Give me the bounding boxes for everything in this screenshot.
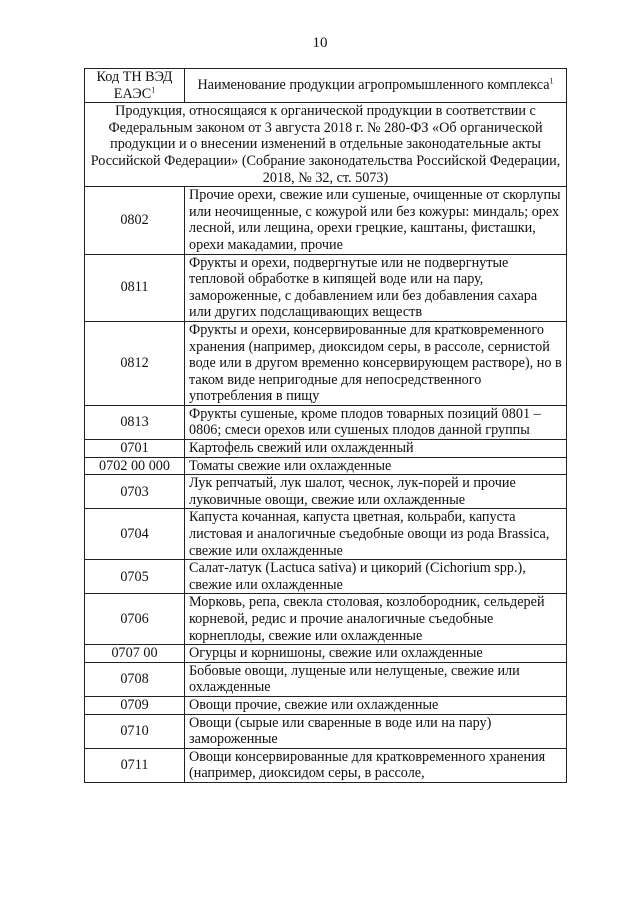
row-name: Огурцы и корнишоны, свежие или охлажденные [185, 645, 567, 663]
row-code: 0802 [85, 187, 185, 254]
header-name-cell [185, 69, 567, 103]
table-row [85, 696, 567, 714]
row-name: Овощи (сырые или сваренные в воде или на пару) замороженные [185, 714, 567, 748]
table-row [85, 509, 567, 560]
section-title: Продукция, относящаяся к органической продукции в соответствии с Федеральным законом от 3 августа 2018 г. № 280-ФЗ «Об органической продукции и о внесении изменений в отдельные законодательные акты Российской Федерации» (Собрание законодательства Российской Федерации, 2018, № 32, ст. 5073) [85, 103, 567, 187]
row-code: 0706 [85, 594, 185, 645]
header-code-label: Код ТН ВЭД ЕАЭС [96, 69, 173, 102]
row-name: Фрукты и орехи, подвергнутые или не подвергнутые тепловой обработке в кипящей воде или на пару, замороженные, с добавлением или без добавления сахара или других подслащивающих веществ [185, 254, 567, 321]
row-name: Фрукты и орехи, консервированные для кратковременного хранения (например, диоксидом серы, в рассоле, сернистой воде или в другом временно консервирующем растворе), но в таком виде непригодные для непосредственного употребления в пищу [185, 321, 567, 405]
table-row [85, 662, 567, 696]
row-name: Прочие орехи, свежие или сушеные, очищенные от скорлупы или неочищенные, с кожурой или без кожуры: миндаль; орех лесной, или лещина, орехи грецкие, каштаны, фисташки, орехи макадамии, прочие [185, 187, 567, 254]
row-name: Морковь, репа, свекла столовая, козлобородник, сельдерей корневой, редис и прочие аналогичные съедобные корнеплоды, свежие или охлажденные [185, 594, 567, 645]
row-code: 0812 [85, 321, 185, 405]
section-row [85, 103, 567, 187]
row-code: 0703 [85, 475, 185, 509]
page-number: 10 [312, 35, 328, 51]
header-name-footnote: 1 [549, 76, 554, 86]
header-name-label: Наименование продукции агропромышленного комплекса [197, 77, 550, 94]
row-name: Капуста кочанная, капуста цветная, кольраби, капуста листовая и аналогичные съедобные овощи из рода Brassica, свежие или охлажденные [185, 509, 567, 560]
row-code: 0704 [85, 509, 185, 560]
row-code: 0811 [85, 254, 185, 321]
table-row [85, 714, 567, 748]
row-code: 0813 [85, 405, 185, 439]
row-name: Картофель свежий или охлажденный [185, 440, 567, 458]
row-code: 0702 00 000 [85, 457, 185, 475]
row-name: Овощи консервированные для кратковременного хранения (например, диоксидом серы, в рассоле, [185, 748, 567, 782]
table-row [85, 594, 567, 645]
row-code: 0710 [85, 714, 185, 748]
row-name: Салат-латук (Lactuca sativa) и цикорий (Cichorium spp.), свежие или охлажденные [185, 560, 567, 594]
row-name: Овощи прочие, свежие или охлажденные [185, 696, 567, 714]
table-row [85, 457, 567, 475]
row-code: 0709 [85, 696, 185, 714]
table-row [85, 560, 567, 594]
row-name: Лук репчатый, лук шалот, чеснок, лук-порей и прочие луковичные овощи, свежие или охлажденные [185, 475, 567, 509]
row-code: 0708 [85, 662, 185, 696]
table-row [85, 187, 567, 254]
row-code: 0701 [85, 440, 185, 458]
table-header-row [85, 69, 567, 103]
row-name: Бобовые овощи, лущеные или нелущеные, свежие или охлажденные [185, 662, 567, 696]
table-row [85, 440, 567, 458]
table-row [85, 405, 567, 439]
table-row [85, 645, 567, 663]
table-row [85, 254, 567, 321]
row-code: 0711 [85, 748, 185, 782]
row-name: Томаты свежие или охлажденные [185, 457, 567, 475]
header-code-cell [85, 69, 185, 103]
header-code-footnote: 1 [151, 84, 156, 94]
table-row [85, 475, 567, 509]
products-table [84, 68, 567, 783]
table-row [85, 748, 567, 782]
row-code: 0705 [85, 560, 185, 594]
table-row [85, 321, 567, 405]
row-code: 0707 00 [85, 645, 185, 663]
row-name: Фрукты сушеные, кроме плодов товарных позиций 0801 – 0806; смеси орехов или сушеных плодов данной группы [185, 405, 567, 439]
